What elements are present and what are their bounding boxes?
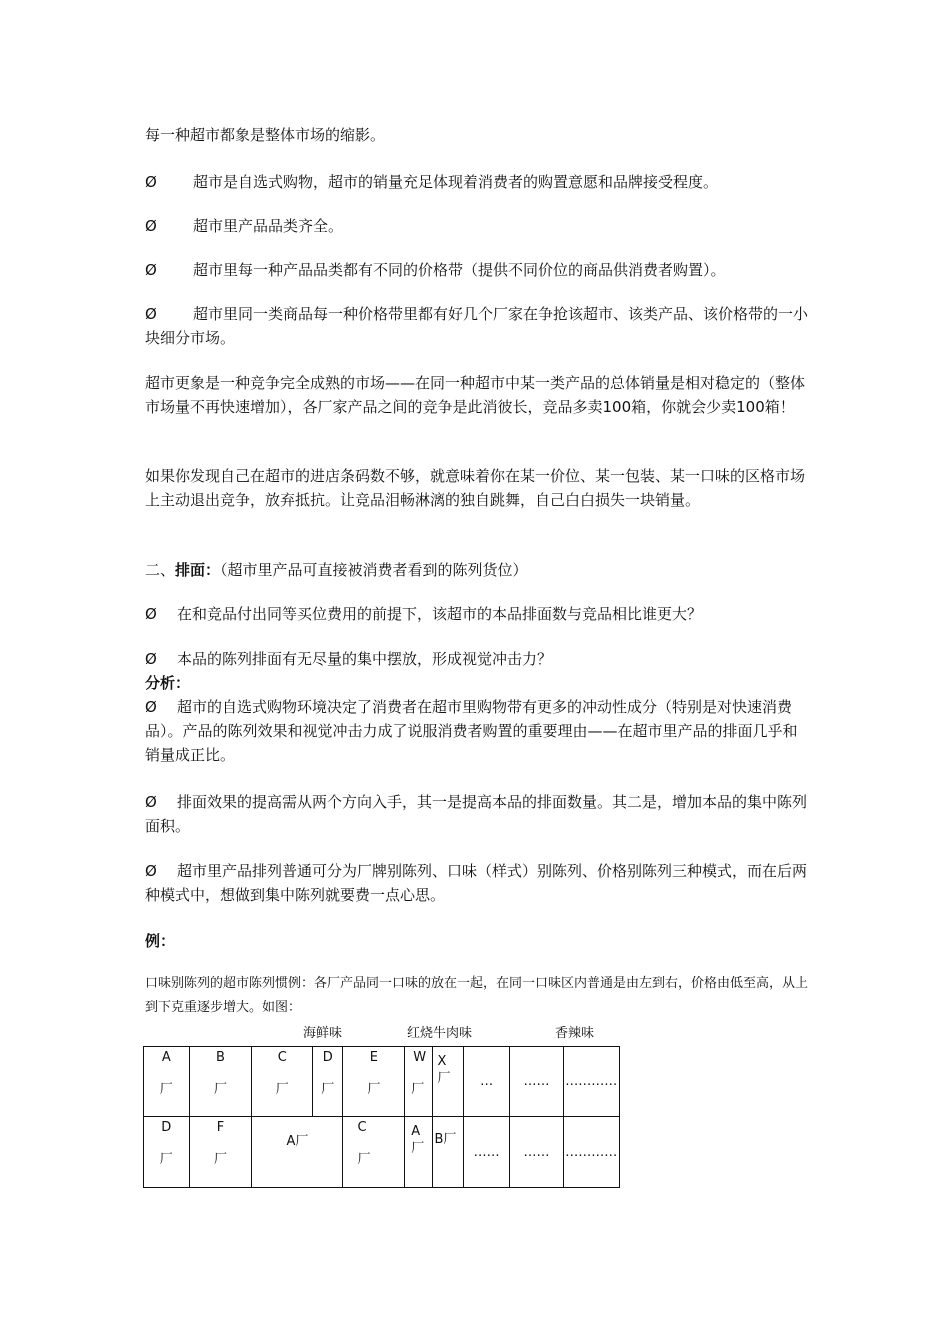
shelf-cell: A 厂 — [144, 1047, 190, 1117]
shelf-cell: … — [463, 1047, 510, 1117]
flavor-header-spicy: 香辣味 — [555, 1026, 595, 1041]
section-title: 排面： — [175, 561, 221, 579]
bullet-icon: Ø — [145, 261, 157, 279]
section-number: 二、 — [145, 561, 176, 579]
example-description: 口味别陈列的超市陈列惯例：各厂产品同一口味的放在一起，在同一口味区内普通是由左到右，价格由低至高，从上到下克重逐步增大。如图： — [145, 976, 809, 1015]
section-note: （超市里产品可直接被消费者看到的陈列货位） — [220, 561, 528, 579]
shelf-cell: D 厂 — [144, 1117, 190, 1188]
shelf-cell: C 厂 — [343, 1117, 405, 1188]
shelf-cell: X 厂 — [433, 1047, 463, 1117]
flavor-header-braised-beef: 红烧牛肉味 — [407, 1026, 473, 1041]
bullet-icon: Ø — [145, 862, 157, 880]
competition-paragraph: 超市更象是一种竞争完全成熟的市场——在同一种超市中某一类产品的总体销量是相对稳定的（整体市场量不再快速增加），各厂家产品之间的竞争是此消彼长，竞品多卖100箱，你就会少卖100箱！ — [145, 374, 806, 416]
shelf-cell: A厂 — [252, 1117, 343, 1188]
example-label: 例： — [145, 932, 176, 950]
bullet-text: 超市是自选式购物，超市的销量充足体现着消费者的购置意愿和品牌接受程度。 — [193, 173, 719, 191]
shelf-cell: C 厂 — [252, 1047, 313, 1117]
bullet-icon: Ø — [145, 305, 157, 323]
bullet-icon: Ø — [145, 793, 157, 811]
analysis-label: 分析： — [145, 674, 191, 692]
shelf-cell: …… — [510, 1117, 563, 1188]
bullet-text: 超市里产品品类齐全。 — [193, 217, 344, 235]
bullet-icon: Ø — [145, 698, 157, 716]
bullet-text: 超市里产品排列普通可分为厂牌别陈列、口味（样式）别陈列、价格别陈列三种模式，而在后两种模式中，想做到集中陈列就要费一点心思。 — [145, 862, 808, 904]
bullet-text: 超市的自选式购物环境决定了消费者在超市里购物带有更多的冲动性成分（特别是对快速消费品）。产品的陈列效果和视觉冲击力成了说服消费者购置的重要理由——在超市里产品的排面几乎和销量成正比。 — [145, 698, 798, 764]
shelf-cell: A 厂 — [405, 1117, 433, 1188]
bullet-icon: Ø — [145, 173, 157, 191]
bullet-text: 排面效果的提高需从两个方向入手，其一是提高本品的排面数量。其二是，增加本品的集中陈列面积。 — [145, 793, 808, 835]
bullet-icon: Ø — [145, 217, 157, 235]
shelf-cell: ………… — [563, 1047, 619, 1117]
shelf-cell: ………… — [563, 1117, 619, 1188]
shelf-cell: B 厂 — [189, 1047, 252, 1117]
bullet-text: 超市里每一种产品品类都有不同的价格带（提供不同价位的商品供消费者购置）。 — [193, 261, 726, 279]
bullet-text: 本品的陈列排面有无尽量的集中摆放，形成视觉冲击力？ — [177, 650, 553, 668]
shelf-cell: E 厂 — [343, 1047, 405, 1117]
shelf-cell: D 厂 — [313, 1047, 343, 1117]
bullet-text: 在和竞品付出同等买位费用的前提下，该超市的本品排面数与竞品相比谁更大？ — [177, 605, 703, 623]
shelf-cell: W 厂 — [405, 1047, 433, 1117]
section-2-heading — [145, 558, 528, 582]
bullet-text: 超市里同一类商品每一种价格带里都有好几个厂家在争抢该超市、该类产品、该价格带的一小块细分市场。 — [145, 305, 809, 347]
shelf-cell: B厂 — [433, 1117, 463, 1188]
shelf-display-diagram — [143, 1046, 620, 1188]
bullet-icon: Ø — [145, 605, 157, 623]
barcode-paragraph: 如果你发现自己在超市的进店条码数不够，就意味着你在某一价位、某一包装、某一口味的区格市场上主动退出竞争，放弃抵抗。让竞品泪畅淋漓的独自跳舞，自己白白损失一块销量。 — [145, 467, 806, 509]
shelf-cell: …… — [510, 1047, 563, 1117]
intro-text: 每一种超市都象是整体市场的缩影。 — [145, 126, 386, 144]
shelf-cell: F 厂 — [189, 1117, 252, 1188]
bullet-icon: Ø — [145, 650, 157, 668]
shelf-cell: …… — [463, 1117, 510, 1188]
flavor-header-seafood: 海鲜味 — [303, 1026, 343, 1041]
